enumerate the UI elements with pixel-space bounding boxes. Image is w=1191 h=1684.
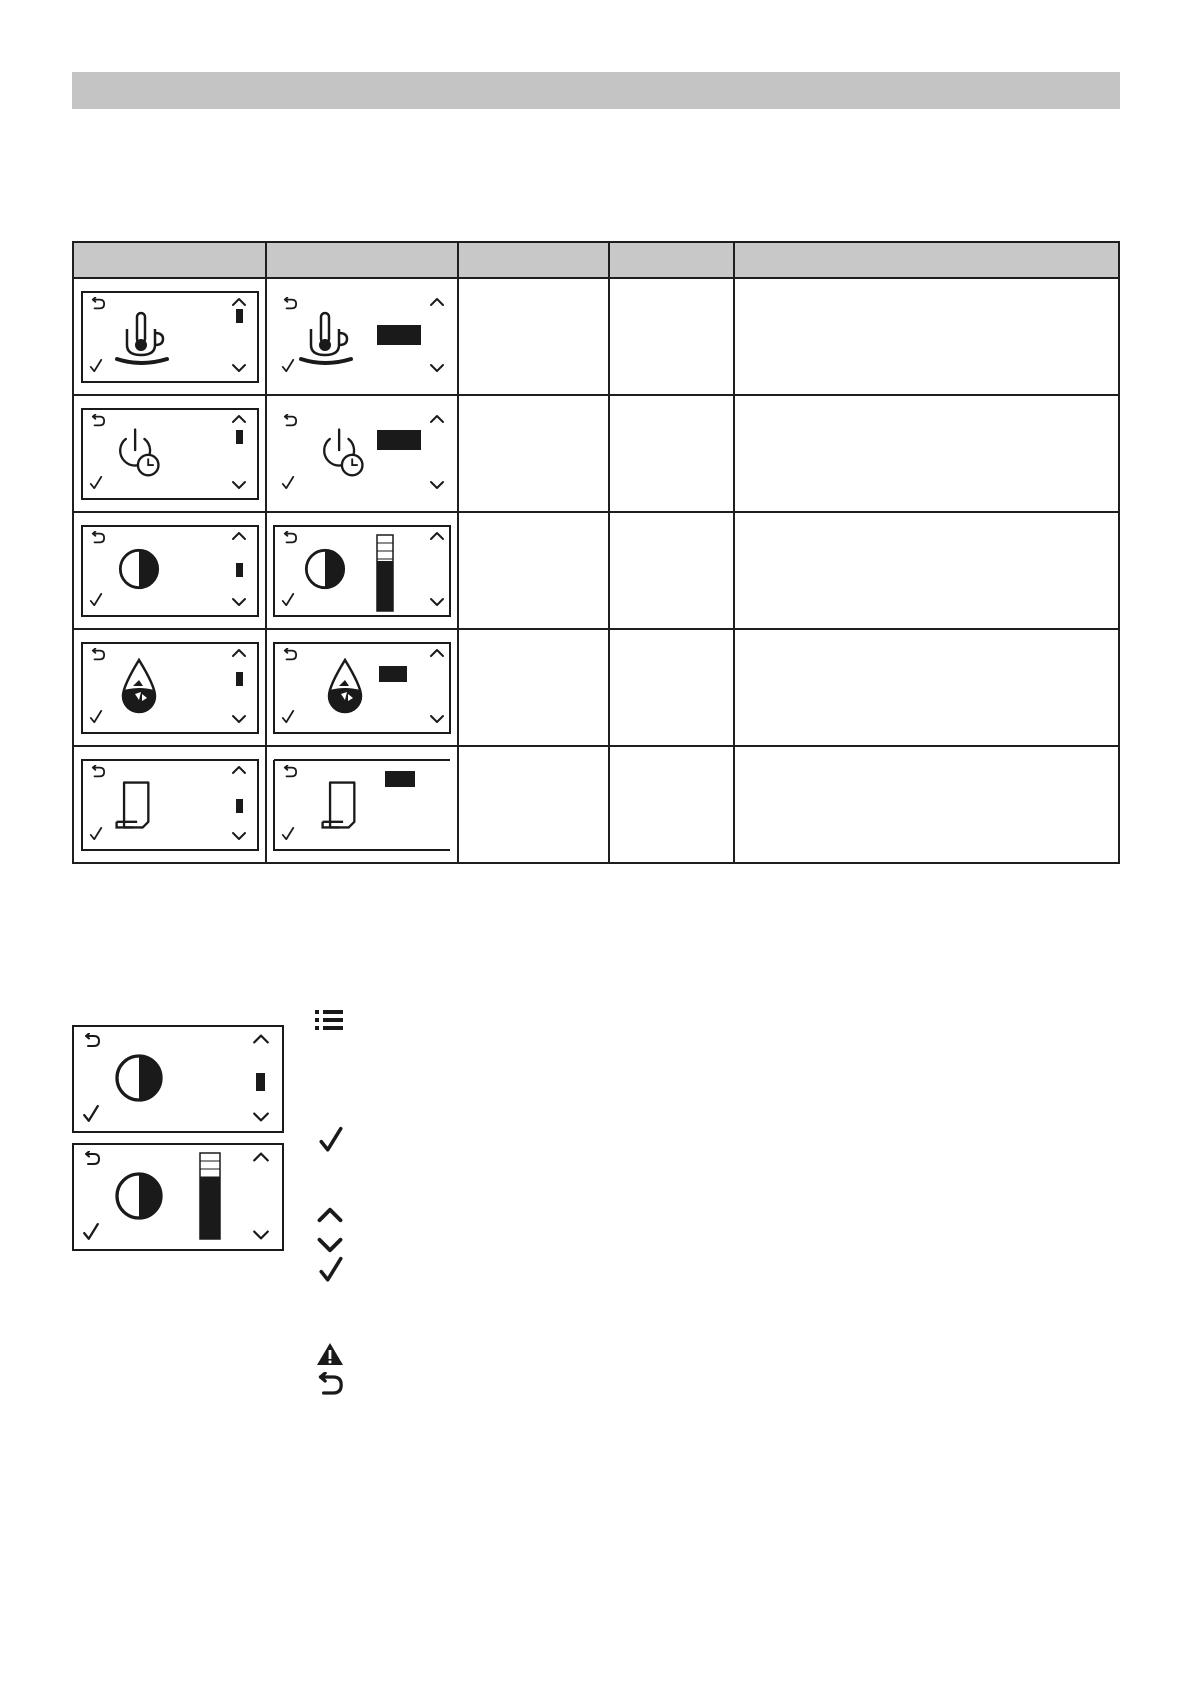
table-cell — [609, 278, 734, 395]
value-small-block — [385, 771, 415, 787]
table-header-row — [73, 242, 1119, 278]
menu-display — [81, 525, 259, 617]
menu-list-icon — [314, 1008, 344, 1032]
contrast-icon — [117, 1174, 161, 1218]
chevron-up-icon — [431, 299, 443, 305]
setting-display — [273, 642, 451, 734]
section-header-bar — [72, 72, 1120, 109]
table-cell — [609, 512, 734, 629]
table-header-display — [73, 242, 266, 278]
chevron-down-icon — [431, 365, 443, 371]
level-fill — [200, 1177, 220, 1239]
example-menu-display — [72, 1025, 284, 1133]
value-block — [236, 563, 243, 577]
table-row — [73, 629, 1119, 746]
description-cell — [734, 278, 1119, 395]
value-block — [236, 672, 243, 686]
level-bar — [377, 535, 393, 611]
power-timer-icon — [324, 429, 362, 475]
table-row — [73, 278, 1119, 395]
setting-cell — [266, 395, 458, 512]
table-cell — [458, 746, 609, 863]
description-cell — [734, 395, 1119, 512]
table-cell — [458, 512, 609, 629]
table-row — [73, 512, 1119, 629]
back-arrow-icon — [285, 297, 296, 308]
table-row — [73, 746, 1119, 863]
table-header-setting — [266, 242, 458, 278]
table-cell — [458, 629, 609, 746]
table-cell — [458, 395, 609, 512]
settings-table — [72, 241, 1120, 864]
menu-display — [81, 759, 259, 851]
chevron-down-icon — [316, 1236, 344, 1254]
description-cell — [734, 629, 1119, 746]
chevron-up-icon — [431, 416, 443, 422]
setting-display — [273, 408, 451, 500]
table-cell — [458, 278, 609, 395]
check-icon — [283, 827, 294, 838]
table-header-col3 — [458, 242, 609, 278]
setting-cell — [266, 629, 458, 746]
description-cell — [734, 512, 1119, 629]
value-block — [256, 1073, 265, 1091]
value-block — [236, 799, 243, 813]
display-cell — [73, 512, 266, 629]
filter-cartridge-icon — [323, 782, 355, 827]
table-header-col4 — [609, 242, 734, 278]
value-slider-block — [377, 430, 421, 450]
table-cell — [609, 746, 734, 863]
display-cell — [73, 395, 266, 512]
table-row — [73, 395, 1119, 512]
setting-cell — [266, 512, 458, 629]
table-header-description — [734, 242, 1119, 278]
table-cell — [609, 629, 734, 746]
check-icon — [318, 1255, 344, 1285]
contrast-icon — [120, 550, 157, 587]
chevron-up-icon — [316, 1206, 344, 1224]
menu-display — [81, 291, 259, 383]
menu-display — [81, 408, 259, 500]
table-cell — [609, 395, 734, 512]
value-small-block — [379, 666, 407, 682]
display-cell — [73, 629, 266, 746]
back-arrow-icon — [285, 414, 296, 425]
back-arrow-icon — [285, 765, 296, 776]
setting-display — [273, 759, 451, 851]
description-cell — [734, 746, 1119, 863]
check-icon — [318, 1125, 344, 1155]
setting-display — [273, 291, 451, 383]
display-cell — [73, 278, 266, 395]
warning-triangle-icon — [316, 1342, 344, 1366]
value-block — [236, 430, 243, 444]
contrast-icon — [306, 550, 343, 587]
back-arrow-icon — [314, 1372, 346, 1398]
setting-cell — [266, 746, 458, 863]
check-icon — [283, 476, 294, 487]
chevron-down-icon — [431, 482, 443, 488]
contrast-level-bar — [200, 1153, 220, 1239]
menu-display — [81, 642, 259, 734]
setting-cell — [266, 278, 458, 395]
cup-temperature-icon — [301, 313, 351, 363]
setting-display — [273, 525, 451, 617]
contrast-icon — [117, 1056, 161, 1100]
display-cell — [73, 746, 266, 863]
example-setting-display — [72, 1143, 284, 1251]
value-slider-block — [377, 325, 421, 345]
value-block — [236, 309, 243, 323]
check-icon — [283, 359, 294, 370]
